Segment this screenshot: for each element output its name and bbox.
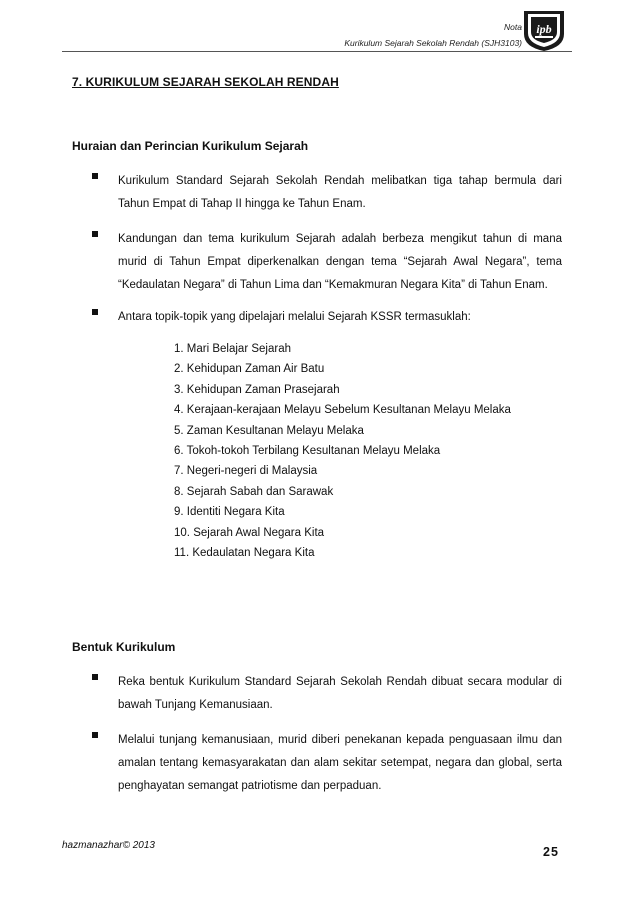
- bullet-text: Melalui tunjang kemanusiaan, murid diberi penekanan kepada penguasaan ilmu dan amalan tentang kemasyarakatan dan alam sekitar setempat, negara dan global, serta penghayatan semangat patriotisme dan perpaduan.: [118, 734, 562, 792]
- bullet-text: Antara topik-topik yang dipelajari melalui Sejarah KSSR termasuklah:: [118, 311, 471, 323]
- bullet-item: [92, 671, 562, 717]
- list-item: [174, 380, 511, 400]
- square-bullet-icon: [92, 732, 98, 738]
- topic-number: 3.: [174, 383, 184, 396]
- footer-author: hazmanazhar© 2013: [62, 840, 155, 851]
- bullet-text: Reka bentuk Kurikulum Standard Sejarah Sekolah Rendah dibuat secara modular di bawah Tunjang Kemanusiaan.: [118, 676, 562, 711]
- topic-text: Kehidupan Zaman Air Batu: [186, 363, 325, 376]
- topic-number: 11.: [174, 546, 190, 559]
- topic-text: Tokoh-tokoh Terbilang Kesultanan Melayu Melaka: [186, 444, 441, 457]
- list-item: [174, 400, 511, 420]
- logo-lettering: ipb: [536, 22, 552, 36]
- square-bullet-icon: [92, 173, 98, 179]
- list-item: [174, 441, 511, 461]
- topic-list: [174, 339, 511, 563]
- topic-text: Kehidupan Zaman Prasejarah: [186, 383, 340, 396]
- list-item: [174, 421, 511, 441]
- header-course-line: Kurikulum Sejarah Sekolah Rendah (SJH3103): [344, 38, 522, 48]
- square-bullet-icon: [92, 231, 98, 237]
- topic-text: Identiti Negara Kita: [186, 506, 285, 519]
- page-number: 25: [543, 845, 559, 859]
- bullet-item: [92, 228, 562, 297]
- bullet-item: [92, 170, 562, 216]
- subheading-bentuk: Bentuk Kurikulum: [72, 640, 176, 654]
- list-item: [174, 482, 511, 502]
- square-bullet-icon: [92, 674, 98, 680]
- header-divider: [62, 51, 572, 52]
- bullet-item: [92, 306, 562, 329]
- list-item: [174, 502, 511, 522]
- topic-text: Kerajaan-kerajaan Melayu Sebelum Kesultanan Melayu Melaka: [186, 404, 511, 417]
- topic-number: 1.: [174, 343, 184, 355]
- topic-number: 2.: [174, 363, 184, 376]
- list-item: [174, 359, 511, 379]
- topic-text: Kedaulatan Negara Kita: [192, 546, 315, 559]
- topic-number: 8.: [174, 485, 184, 498]
- section-title: 7. KURIKULUM SEJARAH SEKOLAH RENDAH: [72, 75, 339, 89]
- institute-logo: [521, 8, 567, 52]
- topic-number: 7.: [174, 465, 184, 478]
- list-item: [174, 339, 511, 359]
- subheading-huraian: Huraian dan Perincian Kurikulum Sejarah: [72, 139, 309, 153]
- topic-text: Sejarah Awal Negara Kita: [193, 526, 325, 539]
- topic-number: 9.: [174, 506, 184, 519]
- topic-number: 6.: [174, 444, 184, 457]
- topic-text: Negeri-negeri di Malaysia: [186, 465, 318, 478]
- topic-text: Mari Belajar Sejarah: [186, 343, 291, 355]
- square-bullet-icon: [92, 309, 98, 315]
- list-item: [174, 543, 511, 563]
- list-item: [174, 523, 511, 543]
- bullet-item: [92, 729, 562, 798]
- topic-number: 4.: [174, 404, 184, 417]
- running-header: [344, 19, 522, 51]
- topic-text: Zaman Kesultanan Melayu Melaka: [186, 424, 364, 437]
- list-item: [174, 461, 511, 481]
- topic-number: 10.: [174, 526, 190, 539]
- topic-number: 5.: [174, 424, 184, 437]
- header-note-label: Nota: [504, 22, 522, 32]
- bullet-text: Kandungan dan tema kurikulum Sejarah adalah berbeza mengikut tahun di mana murid di Tahun Empat diperkenalkan dengan tema “Sejarah Awal Negara”, tema “Kedaulatan Negara” di Tahun Lima dan “Kemakmuran Negara Kita” di Tahun Enam.: [118, 233, 562, 291]
- bullet-text: Kurikulum Standard Sejarah Sekolah Rendah melibatkan tiga tahap bermula dari Tahun Empat di Tahap II hingga ke Tahun Enam.: [118, 175, 562, 210]
- topic-text: Sejarah Sabah dan Sarawak: [186, 485, 334, 498]
